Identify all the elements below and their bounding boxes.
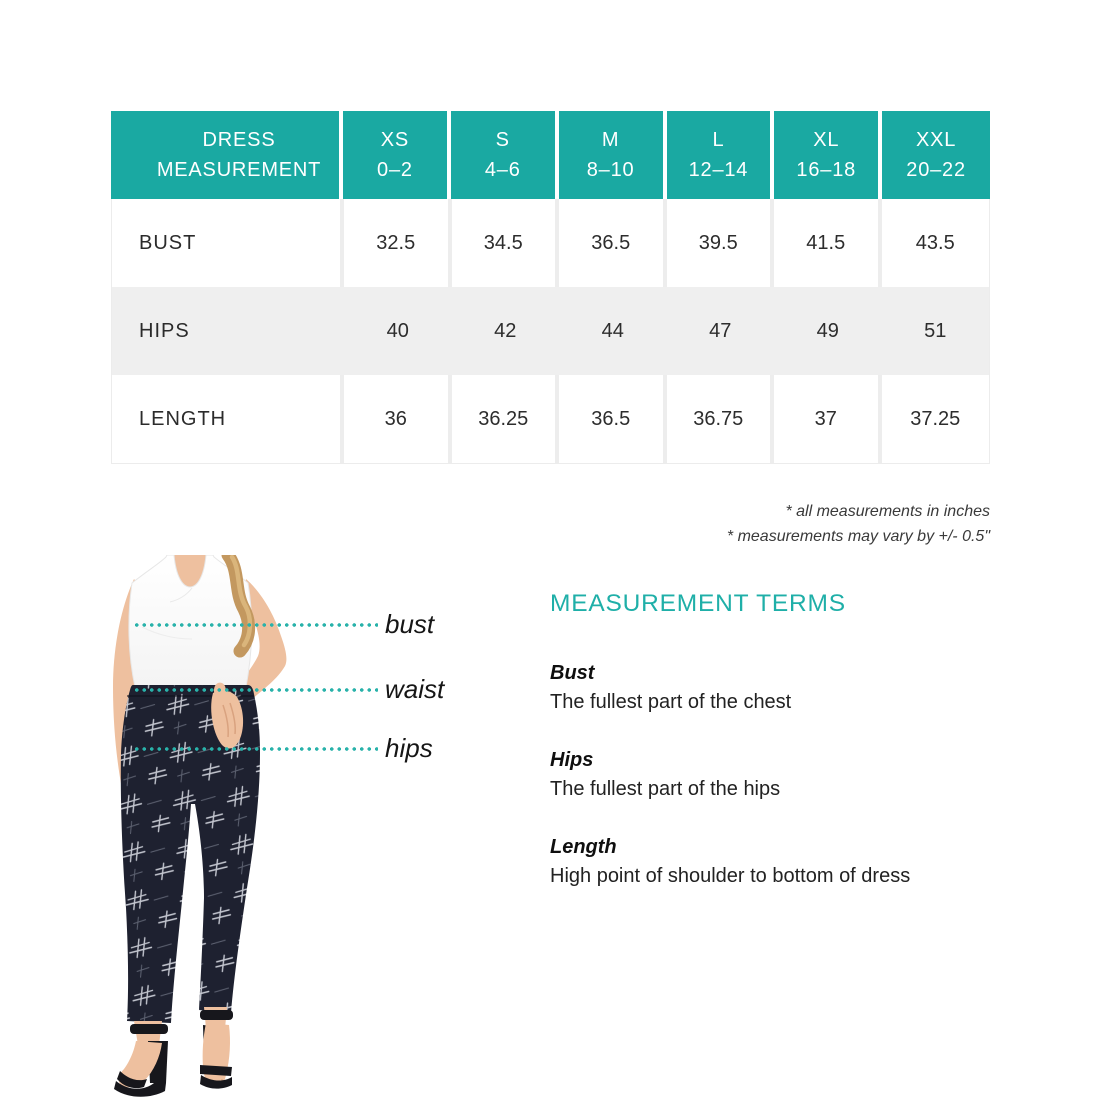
size-code: M <box>601 129 620 151</box>
measurement-row <box>112 199 989 287</box>
table-header-row <box>111 111 990 199</box>
measurement-value-cell: 36.25 <box>452 375 560 463</box>
measurement-value-cell: 42 <box>494 319 517 342</box>
size-column-header <box>667 111 775 199</box>
measurement-value-cell: 40 <box>386 319 409 342</box>
row-label-cell: HIPS <box>139 319 190 342</box>
size-range: 0–2 <box>377 159 413 181</box>
measurement-value-cell: 36.5 <box>559 199 667 287</box>
model-figure-illustration <box>100 555 362 1100</box>
size-column-header <box>882 111 990 199</box>
table-title-line1: DRESS <box>202 129 276 151</box>
terms-list <box>550 658 1010 891</box>
size-code: L <box>712 129 725 151</box>
measurement-value-cell: 36.5 <box>559 375 667 463</box>
size-column-header <box>451 111 559 199</box>
size-range: 4–6 <box>484 159 521 181</box>
measurement-value-cell: 44 <box>601 319 624 342</box>
term-item-bust <box>550 658 1010 717</box>
footnote-tolerance: * measurements may vary by +/- 0.5" <box>726 527 990 545</box>
terms-heading: MEASUREMENT TERMS <box>550 590 846 617</box>
dress-measurement-table <box>111 111 990 464</box>
measurement-value-cell: 51 <box>924 319 947 342</box>
size-range: 12–14 <box>688 159 749 181</box>
table-title-cell <box>111 111 343 199</box>
term-definition: High point of shoulder to bottom of dress <box>550 865 911 887</box>
measurement-row <box>112 375 989 463</box>
measurement-value-cell: 41.5 <box>774 199 882 287</box>
size-code: XL <box>813 129 840 151</box>
size-range: 16–18 <box>796 159 857 181</box>
size-column-header <box>343 111 451 199</box>
size-range: 8–10 <box>586 159 635 181</box>
bust-line-label: bust <box>385 609 435 639</box>
table-body <box>111 199 990 464</box>
hips-dotted-line <box>133 747 378 751</box>
row-label-cell: BUST <box>112 199 344 287</box>
term-item-hips <box>550 745 1010 804</box>
term-definition: The fullest part of the chest <box>550 691 792 713</box>
size-code: XXL <box>915 129 957 151</box>
size-range: 20–22 <box>906 159 966 181</box>
measurement-value-cell: 39.5 <box>667 199 775 287</box>
measurement-value-cell: 36.75 <box>667 375 775 463</box>
term-name: Hips <box>550 749 594 771</box>
size-column-header <box>774 111 882 199</box>
size-column-header <box>559 111 667 199</box>
measurement-row <box>112 287 989 375</box>
size-code: XS <box>380 129 410 151</box>
footnote-units: * all measurements in inches <box>785 503 990 520</box>
term-name: Bust <box>550 662 595 684</box>
measurement-value-cell: 49 <box>816 319 839 342</box>
term-item-length <box>550 832 1010 891</box>
measurement-value-cell: 37.25 <box>910 407 961 430</box>
model-photo <box>100 555 362 1100</box>
measurement-value-cell: 34.5 <box>452 199 560 287</box>
size-code: S <box>495 129 510 151</box>
term-definition: The fullest part of the hips <box>550 778 781 800</box>
measurement-value-cell: 36 <box>344 375 452 463</box>
table-title-line2: MEASUREMENT <box>156 159 322 181</box>
measurement-terms-section <box>550 590 1010 919</box>
waist-dotted-line <box>133 688 378 692</box>
bust-dotted-line <box>133 623 378 627</box>
table-footnotes <box>727 500 990 549</box>
measurement-value-cell: 32.5 <box>344 199 452 287</box>
measurement-value-cell: 47 <box>709 319 732 342</box>
term-name: Length <box>550 836 617 858</box>
hips-line-label: hips <box>385 733 433 763</box>
row-label-cell: LENGTH <box>112 375 344 463</box>
measurement-value-cell: 43.5 <box>915 231 955 254</box>
measurement-value-cell: 37 <box>774 375 882 463</box>
waist-line-label: waist <box>385 674 445 704</box>
